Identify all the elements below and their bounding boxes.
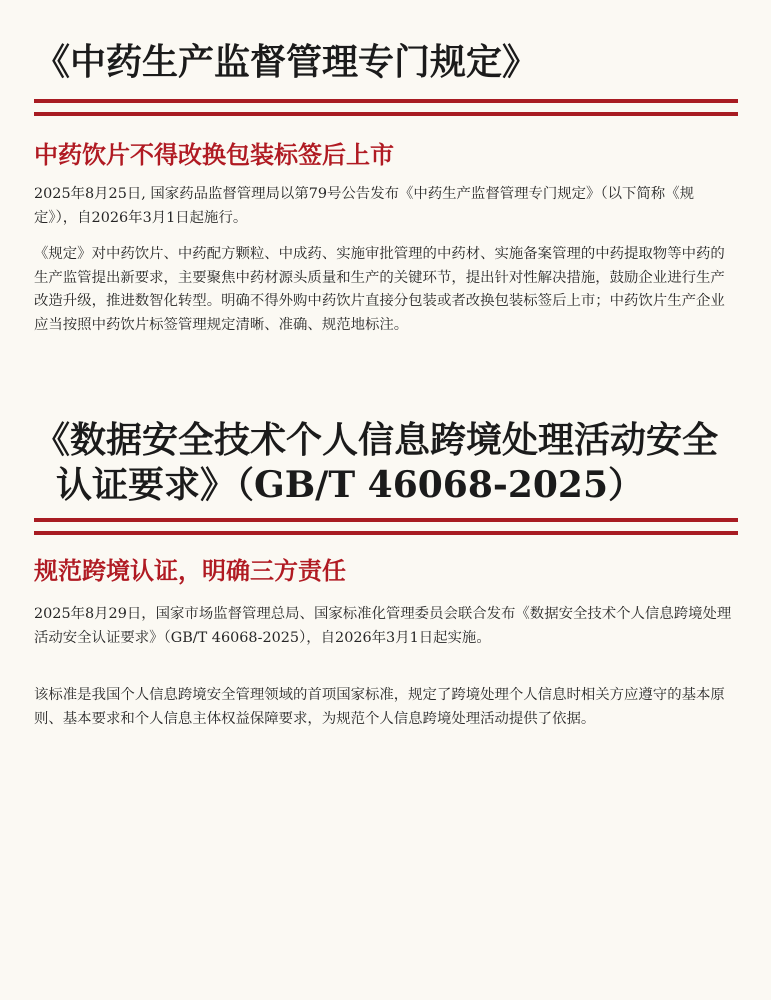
section-title-line-1: 《数据安全技术个人信息跨境处理活动安全 — [34, 419, 719, 461]
paragraph: 该标准是我国个人信息跨境安全管理领域的首项国家标准，规定了跨境处理个人信息时相关方应遵守的基本原则、基本要求和个人信息主体权益保障要求，为规范个人信息跨境处理活动提供了依据。 — [34, 687, 725, 727]
divider-rule — [34, 531, 738, 535]
section-title: 《中药生产监督管理专门规定》 — [34, 41, 539, 83]
section-subtitle: 规范跨境认证，明确三方责任 — [34, 556, 346, 585]
divider-rule — [34, 99, 738, 103]
section-title-line-2: 认证要求》（GB/T 46068-2025） — [56, 464, 645, 506]
paragraph: 《规定》对中药饮片、中药配方颗粒、中成药、实施审批管理的中药材、实施备案管理的中药提取物等中药的生产监管提出新要求，主要聚焦中药材源头质量和生产的关键环节，提出针对性解决措施，鼓励企业进行生产改造升级，推进数智化转型。明确不得外购中药饮片直接分包装或者改换包装标签后上市；中药饮片生产企业应当按照中药饮片标签管理规定清晰、准确、规范地标注。 — [34, 246, 725, 333]
paragraph: 2025年8月25日, 国家药品监督管理局以第79号公告发布《中药生产监督管理专门规定》（以下简称《规定》），自2026年3月1日起施行。 — [34, 186, 694, 226]
divider-rule — [34, 112, 738, 116]
section-subtitle: 中药饮片不得改换包装标签后上市 — [34, 140, 394, 169]
paragraph: 2025年8月29日，国家市场监督管理总局、国家标准化管理委员会联合发布《数据安全技术个人信息跨境处理活动安全认证要求》（GB/T 46068-2025），自2026年3月1日起实施。 — [34, 606, 732, 646]
divider-rule — [34, 518, 738, 522]
